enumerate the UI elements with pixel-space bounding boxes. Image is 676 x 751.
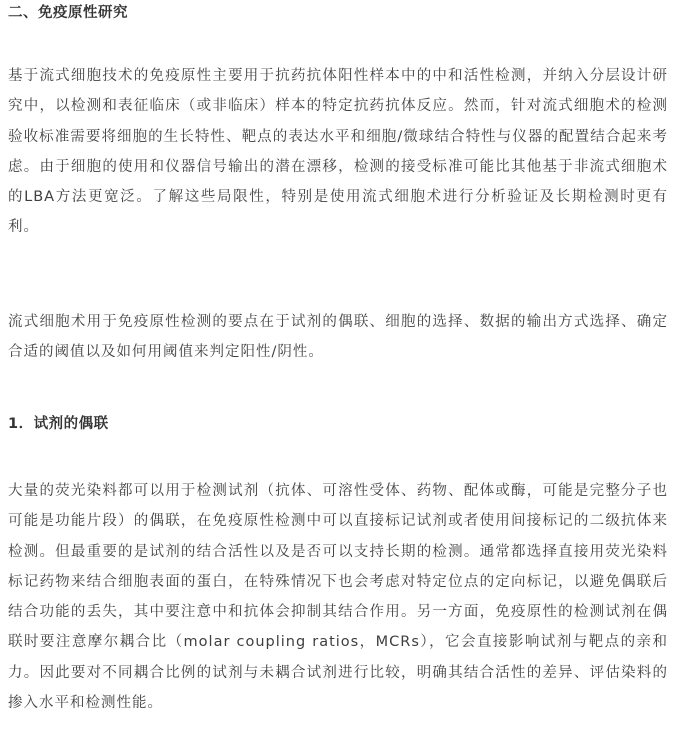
- paragraph-key-points: 流式细胞术用于免疫原性检测的要点在于试剂的偶联、细胞的选择、数据的输出方式选择、确定合适的阈值以及如何用阈值来判定阳性/阴性。: [8, 314, 668, 361]
- section-heading: 二、免疫原性研究: [8, 5, 128, 21]
- paragraph-flow-cytometry-immunogenicity: 基于流式细胞技术的免疫原性主要用于抗药抗体阳性样本中的中和活性检测，并纳入分层设计研究中，以检测和表征临床（或非临床）样本的特定抗药抗体反应。然而，针对流式细胞术的检测验收标准需要将细胞的生长特性、靶点的表达水平和细胞/微球结合特性与仪器的配置结合起来考虑。由于细胞的使用和仪器信号输出的潜在漂移，检测的接受标准可能比其他基于非流式细胞术的LBA方法更宽泛。了解这些局限性，特别是使用流式细胞术进行分析验证及长期检测时更有利。: [8, 68, 668, 236]
- paragraph-reagent-conjugation: 大量的荧光染料都可以用于检测试剂（抗体、可溶性受体、药物、配体或酶，可能是完整分子也可能是功能片段）的偶联，在免疫原性检测中可以直接标记试剂或者使用间接标记的二级抗体来检测。但最重要的是试剂的结合活性以及是否可以支持长期的检测。通常都选择直接用荧光染料标记药物来结合细胞表面的蛋白，在特殊情况下也会考虑对特定位点的定向标记，以避免偶联后结合功能的丢失，其中要注意中和抗体会抑制其结合作用。另一方面，免疫原性的检测试剂在偶联时要注意摩尔耦合比（molar coupling ratios，MCRs），它会直接影响试剂与靶点的亲和力。因此要对不同耦合比例的试剂与未耦合试剂进行比较，明确其结合活性的差异、评估染料的掺入水平和检测性能。: [8, 483, 668, 712]
- subsection-heading: 1．试剂的偶联: [8, 416, 109, 432]
